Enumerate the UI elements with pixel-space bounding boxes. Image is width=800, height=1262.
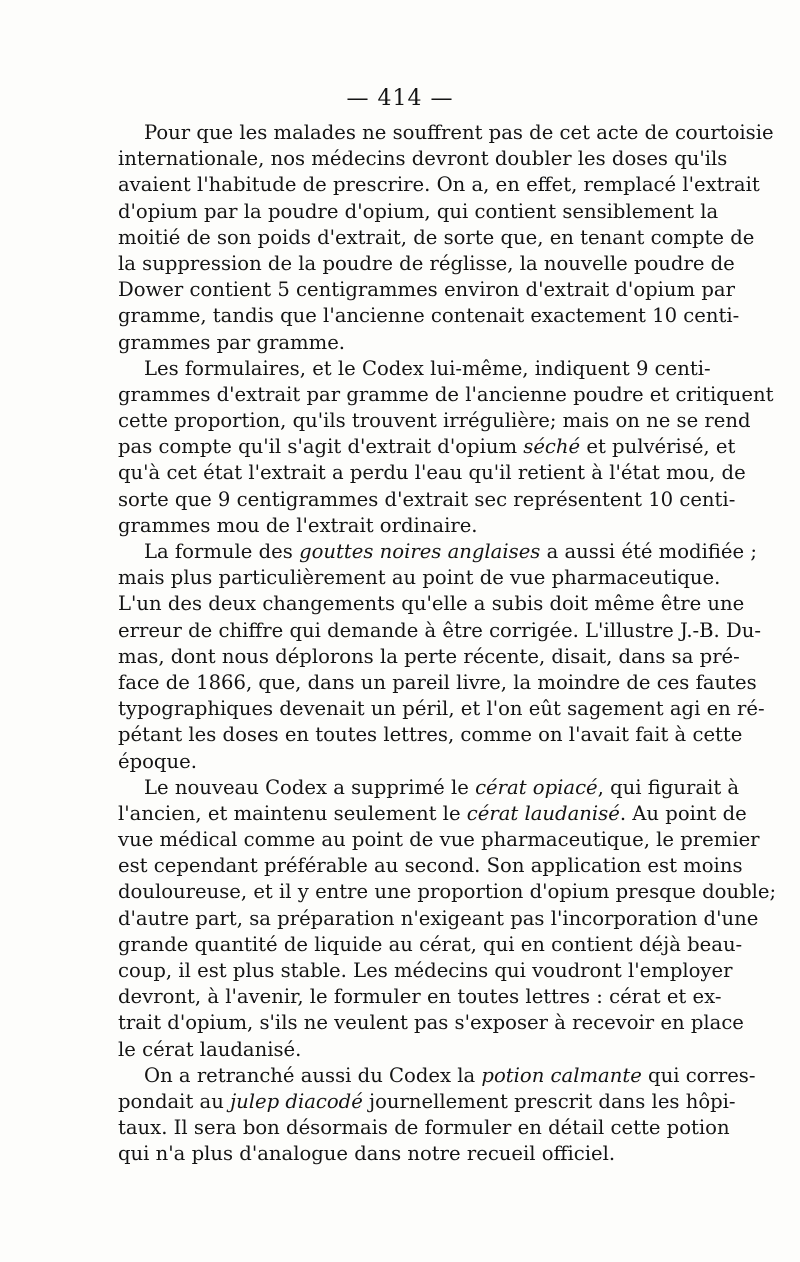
text-line: trait d'opium, s'ils ne veulent pas s'exposer à recevoir en place [118, 1011, 744, 1035]
text-line: est cependant préférable au second. Son application est moins [118, 854, 743, 878]
paragraph-5 [118, 1063, 756, 1168]
text-line: cette proportion, qu'ils trouvent irrégulière; mais on ne se rend [118, 409, 751, 433]
text-line: typographiques devenait un péril, et l'on eût sagement agi en ré- [118, 697, 765, 721]
text-line: erreur de chiffre qui demande à être corrigée. L'illustre J.-B. Du- [118, 618, 761, 642]
text-line: grammes par gramme. [118, 330, 346, 354]
text-line: la suppression de la poudre de réglisse, la nouvelle poudre de [118, 251, 735, 275]
text-run: et pulvérisé, et [580, 435, 736, 459]
text-line: grammes d'extrait par gramme de l'ancienne poudre et critiquent [118, 382, 774, 406]
text-line: mas, dont nous déplorons la perte récente, disait, dans sa pré- [118, 644, 740, 668]
text-run: , qui figurait à [597, 775, 740, 799]
text-line: d'autre part, sa préparation n'exigeant pas l'incorporation d'une [118, 906, 759, 930]
text-run: pondait au [118, 1089, 231, 1113]
text-run: qui corres- [641, 1063, 756, 1087]
paragraph-2 [118, 356, 774, 539]
text-run: a aussi été modifiée ; [540, 540, 757, 563]
text-line-mixed [118, 775, 740, 801]
text-line: époque. [118, 749, 197, 773]
text-line: Les formulaires, et le Codex lui-même, indiquent 9 centi- [144, 356, 711, 380]
text-line: avaient l'habitude de prescrire. On a, en effet, remplacé l'extrait [118, 173, 760, 197]
text-line: pétant les doses en toutes lettres, comme on l'avait fait à cette [118, 723, 743, 747]
italic-term: gouttes noires anglaises [299, 540, 541, 563]
paragraph-1 [118, 120, 774, 356]
paragraph-4 [118, 775, 777, 1063]
text-line: taux. Il sera bon désormais de formuler en détail cette potion [118, 1116, 730, 1140]
italic-term: potion calmante [481, 1063, 642, 1087]
text-run: journellement prescrit dans les hôpi- [362, 1089, 736, 1113]
text-line-mixed [118, 1063, 756, 1089]
text-line-mixed [118, 1089, 736, 1115]
text-line: devront, à l'avenir, le formuler en toutes lettres : cérat et ex- [118, 985, 722, 1009]
text-line: grammes mou de l'extrait ordinaire. [118, 513, 478, 537]
text-line: sorte que 9 centigrammes d'extrait sec représentent 10 centi- [118, 487, 736, 511]
text-line: Pour que les malades ne souffrent pas de cet acte de courtoisie [144, 121, 774, 144]
text-line: face de 1866, que, dans un pareil livre, la moindre de ces fautes [118, 670, 757, 694]
text-line: moitié de son poids d'extrait, de sorte que, en tenant compte de [118, 225, 755, 249]
text-line: vue médical comme au point de vue pharmaceutique, le premier [118, 828, 760, 852]
text-line: qui n'a plus d'analogue dans notre recueil officiel. [118, 1142, 616, 1166]
italic-term: séché [523, 435, 581, 459]
page-number: — 414 — [346, 86, 454, 111]
text-line: internationale, nos médecins devront doubler les doses qu'ils [118, 147, 728, 171]
text-run: On a retranché aussi du Codex la [144, 1063, 482, 1087]
italic-term: cérat laudanisé [466, 801, 620, 825]
text-line: douloureuse, et il y entre une proportion d'opium presque double; [118, 880, 777, 904]
italic-term: julep diacodé [230, 1089, 363, 1113]
text-run: La formule des [144, 540, 300, 563]
text-run: . Au point de [619, 801, 747, 825]
text-line: coup, il est plus stable. Les médecins qui voudront l'employer [118, 959, 733, 982]
text-line: Dower contient 5 centigrammes environ d'extrait d'opium par [118, 278, 735, 302]
text-line: L'un des deux changements qu'elle a subis doit même être une [118, 592, 745, 616]
text-line: gramme, tandis que l'ancienne contenait exactement 10 centi- [118, 304, 740, 328]
italic-term: cérat opiacé [475, 775, 598, 799]
text-run: Le nouveau Codex a supprimé le [144, 775, 476, 799]
text-line: d'opium par la poudre d'opium, qui contient sensiblement la [118, 199, 719, 223]
text-line: le cérat laudanisé. [118, 1037, 302, 1061]
paragraph-3 [118, 539, 765, 775]
text-line-mixed [118, 434, 736, 460]
body-text [118, 120, 777, 1168]
text-line-mixed [118, 539, 757, 565]
text-line: grande quantité de liquide au cérat, qui en contient déjà beau- [118, 932, 743, 956]
text-run: pas compte qu'il s'agit d'extrait d'opium [118, 435, 524, 459]
text-run: l'ancien, et maintenu seulement le [118, 801, 467, 825]
text-line-mixed [118, 801, 747, 827]
text-line: mais plus particulièrement au point de vue pharmaceutique. [118, 566, 721, 590]
text-line: qu'à cet état l'extrait a perdu l'eau qu'il retient à l'état mou, de [118, 461, 746, 485]
